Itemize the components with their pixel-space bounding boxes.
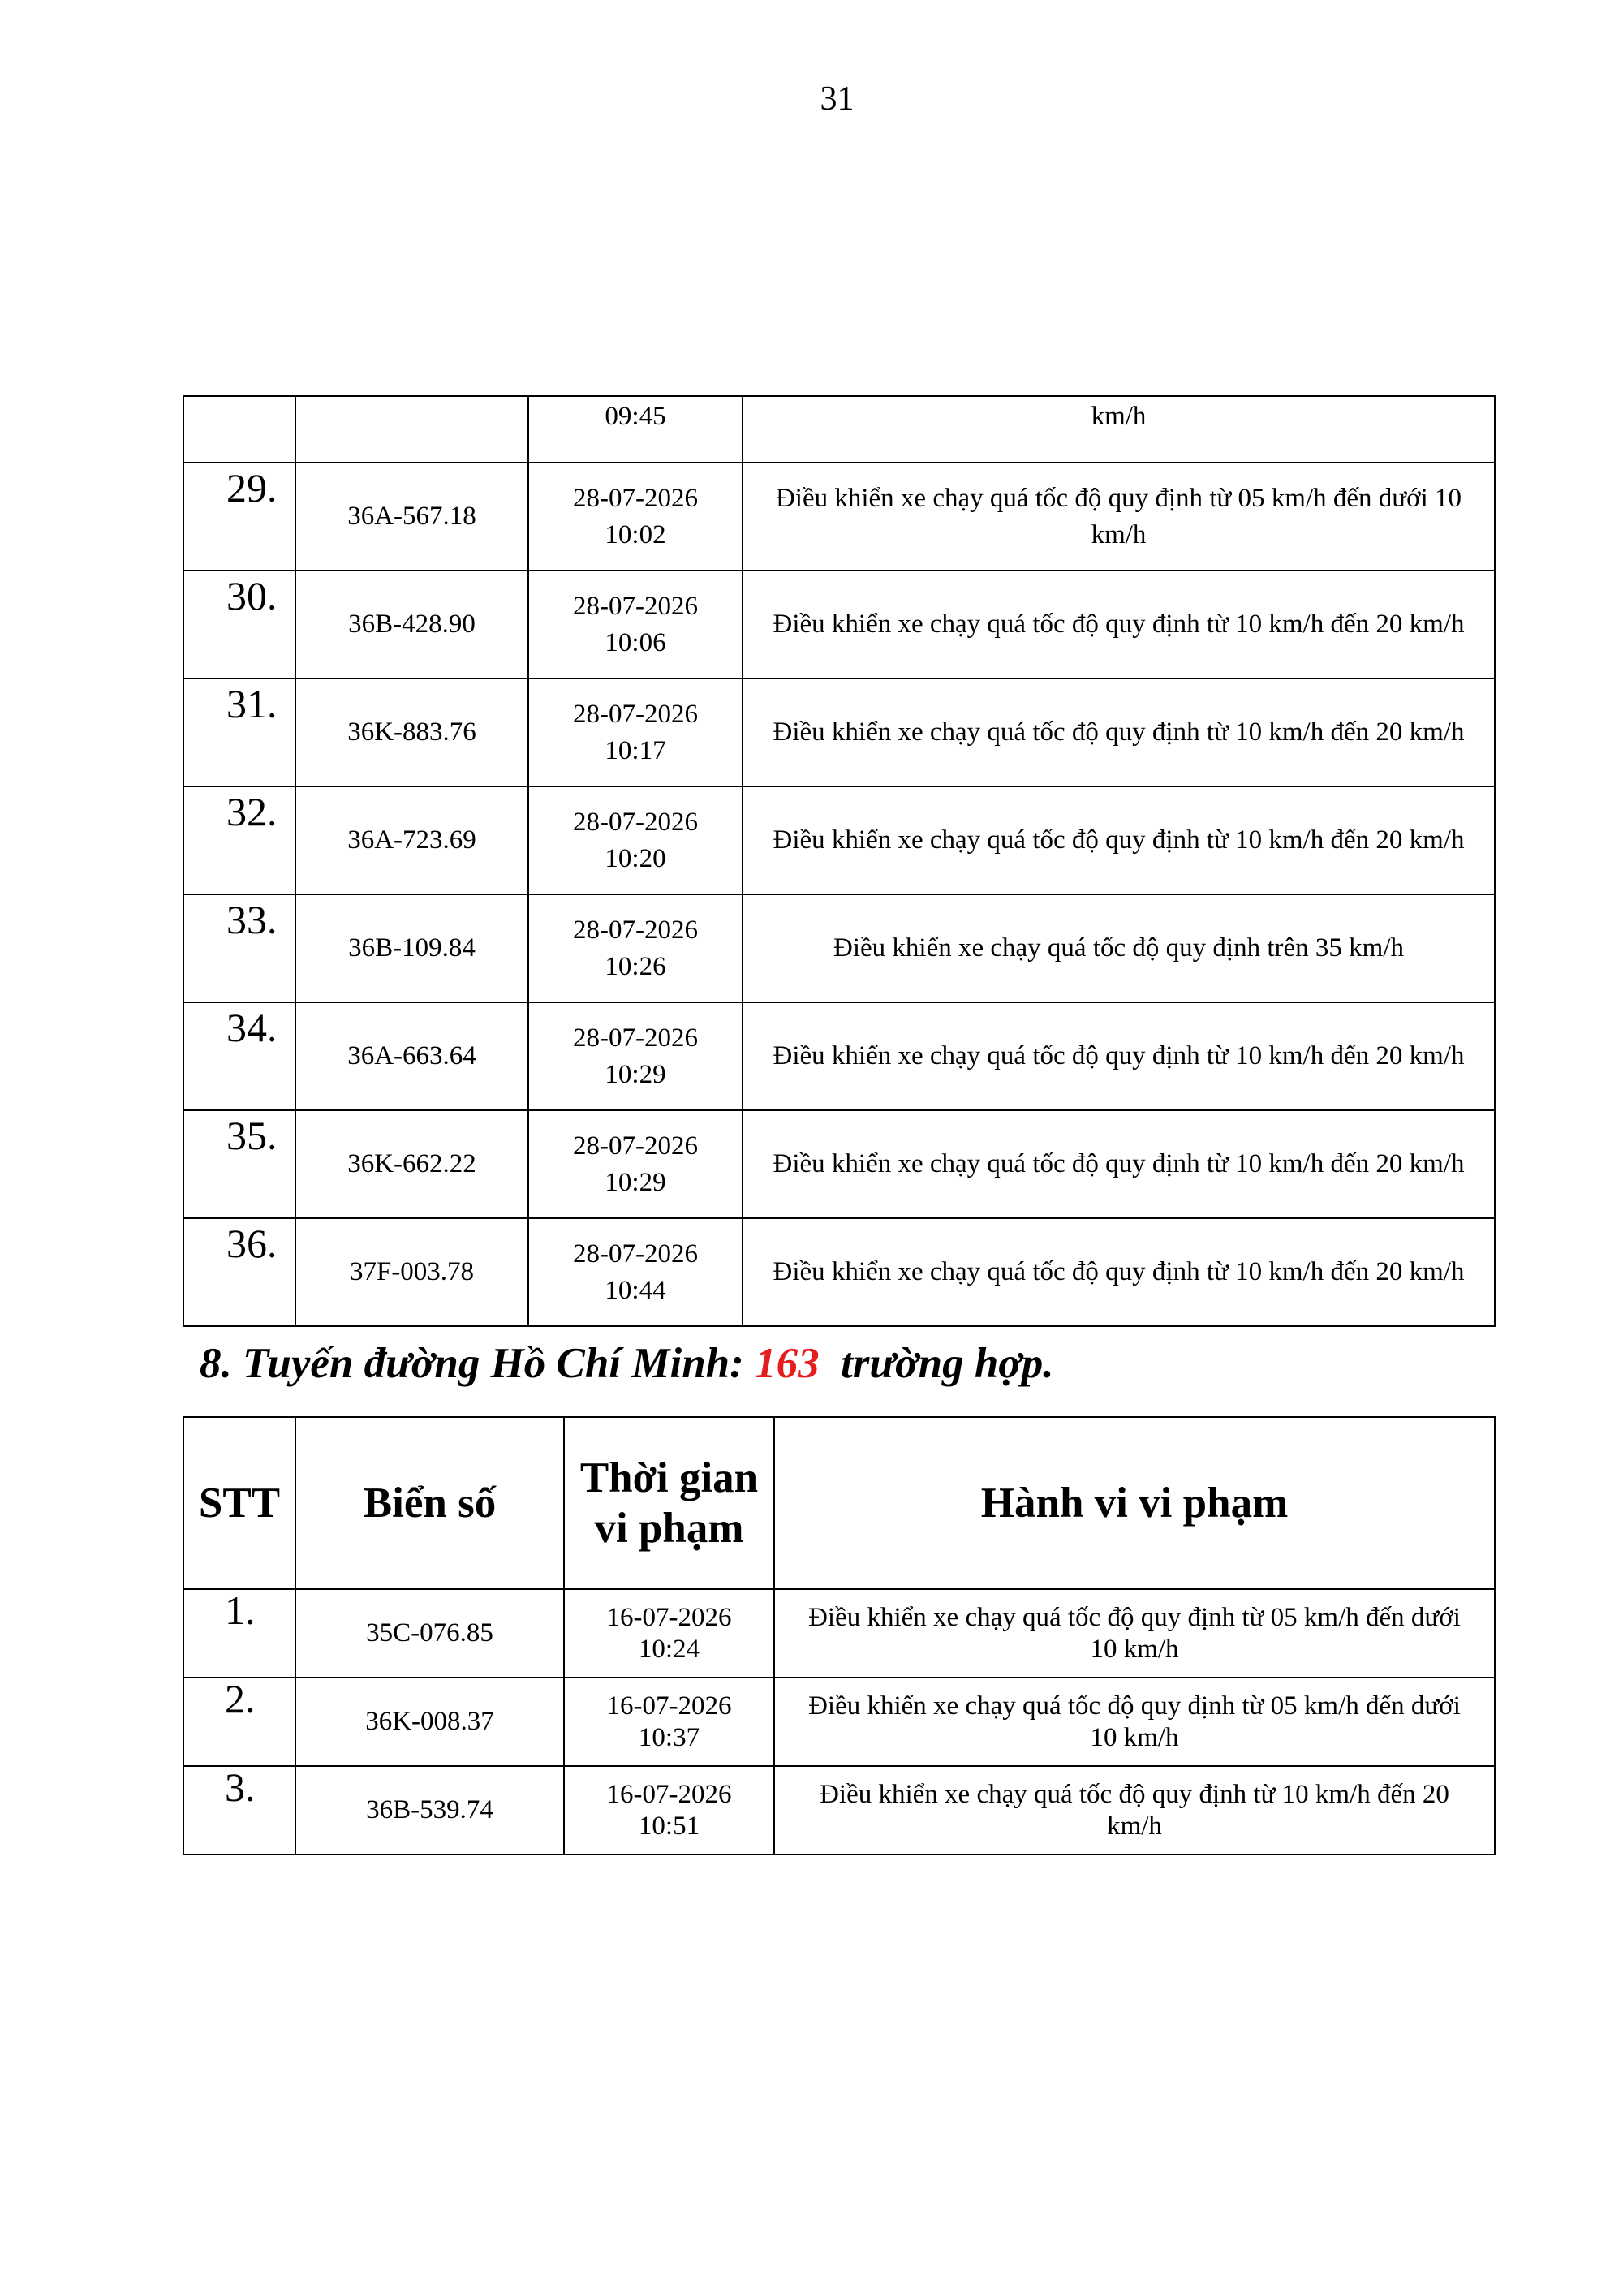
table-row <box>183 786 1495 894</box>
stt-cell: 3. <box>183 1766 295 1854</box>
table-row <box>183 894 1495 1002</box>
table-row <box>183 1002 1495 1110</box>
action-cell: Điều khiển xe chạy quá tốc độ quy định từ 10 km/h đến 20 km/h <box>743 571 1495 678</box>
action-cell: Điều khiển xe chạy quá tốc độ quy định từ 10 km/h đến 20 km/h <box>743 786 1495 894</box>
date-text: 28-07-2026 <box>573 591 698 621</box>
date-text: 28-07-2026 <box>573 699 698 729</box>
plate-cell: 36K-883.76 <box>295 678 528 786</box>
time-text: 10:29 <box>605 1167 666 1197</box>
plate-cell: 36A-723.69 <box>295 786 528 894</box>
date-text: 16-07-2026 <box>606 1602 732 1632</box>
plate-cell: 36K-008.37 <box>295 1678 564 1766</box>
datetime-cell <box>564 1766 774 1854</box>
table-row-continuation <box>183 396 1495 463</box>
time-text: 10:44 <box>605 1275 666 1305</box>
plate-cell: 36A-567.18 <box>295 463 528 571</box>
action-cell: Điều khiển xe chạy quá tốc độ quy định từ 10 km/h đến 20 km/h <box>743 1218 1495 1326</box>
table-row <box>183 1218 1495 1326</box>
date-text: 16-07-2026 <box>606 1691 732 1721</box>
plate-cell: 36A-663.64 <box>295 1002 528 1110</box>
date-text: 28-07-2026 <box>573 483 698 513</box>
datetime-cell <box>528 894 743 1002</box>
table-header-row <box>183 1417 1495 1589</box>
stt-cell: 31. <box>183 678 295 786</box>
stt-cell: 29. <box>183 463 295 571</box>
plate-cell: 36B-539.74 <box>295 1766 564 1854</box>
action-cell: Điều khiển xe chạy quá tốc độ quy định từ 05 km/h đến dưới 10 km/h <box>774 1589 1495 1678</box>
time-text: 10:17 <box>605 735 666 765</box>
header-stt: STT <box>183 1417 295 1589</box>
plate-cell: 36B-109.84 <box>295 894 528 1002</box>
datetime-cell <box>528 1002 743 1110</box>
stt-cell <box>183 396 295 463</box>
violations-table-continued <box>183 395 1496 1327</box>
time-text: 10:51 <box>638 1811 700 1841</box>
action-cell: Điều khiển xe chạy quá tốc độ quy định từ 10 km/h đến 20 km/h <box>743 1110 1495 1218</box>
date-text: 28-07-2026 <box>573 807 698 837</box>
date-text: 28-07-2026 <box>573 1131 698 1161</box>
time-text: 10:02 <box>605 519 666 549</box>
datetime-cell <box>528 786 743 894</box>
table-row <box>183 678 1495 786</box>
stt-cell: 2. <box>183 1678 295 1766</box>
plate-cell <box>295 396 528 463</box>
plate-cell: 36K-662.22 <box>295 1110 528 1218</box>
section-heading <box>200 1339 1054 1388</box>
action-cell: Điều khiển xe chạy quá tốc độ quy định từ 05 km/h đến dưới 10 km/h <box>774 1678 1495 1766</box>
plate-cell: 37F-003.78 <box>295 1218 528 1326</box>
action-cell: Điều khiển xe chạy quá tốc độ quy định từ 10 km/h đến 20 km/h <box>743 678 1495 786</box>
violations-table-hcm <box>183 1416 1496 1855</box>
date-text: 16-07-2026 <box>606 1779 732 1809</box>
stt-cell: 34. <box>183 1002 295 1110</box>
plate-cell: 36B-428.90 <box>295 571 528 678</box>
stt-cell: 32. <box>183 786 295 894</box>
datetime-cell <box>528 1218 743 1326</box>
time-text: 10:37 <box>638 1722 700 1752</box>
header-plate: Biển số <box>295 1417 564 1589</box>
action-cell: Điều khiển xe chạy quá tốc độ quy định trên 35 km/h <box>743 894 1495 1002</box>
table-row <box>183 1589 1495 1678</box>
header-action: Hành vi vi phạm <box>774 1417 1495 1589</box>
time-text: 10:06 <box>605 627 666 657</box>
datetime-cell <box>528 571 743 678</box>
section-count: 163 <box>755 1340 820 1387</box>
table-row <box>183 571 1495 678</box>
date-text: 28-07-2026 <box>573 1023 698 1053</box>
table-row <box>183 1678 1495 1766</box>
datetime-cell <box>528 463 743 571</box>
action-cell: Điều khiển xe chạy quá tốc độ quy định từ 05 km/h đến dưới 10 km/h <box>743 463 1495 571</box>
date-text: 28-07-2026 <box>573 915 698 945</box>
header-time: Thời gian vi phạm <box>564 1417 774 1589</box>
table-row <box>183 1110 1495 1218</box>
stt-cell: 36. <box>183 1218 295 1326</box>
time-text: 10:24 <box>638 1634 700 1664</box>
datetime-cell <box>528 1110 743 1218</box>
datetime-cell <box>564 1589 774 1678</box>
action-cell: km/h <box>743 396 1495 463</box>
stt-cell: 35. <box>183 1110 295 1218</box>
stt-cell: 33. <box>183 894 295 1002</box>
table-row <box>183 463 1495 571</box>
datetime-cell <box>564 1678 774 1766</box>
date-text: 28-07-2026 <box>573 1238 698 1269</box>
page-number: 31 <box>820 80 855 118</box>
time-cell: 09:45 <box>528 396 743 463</box>
time-text: 10:20 <box>605 843 666 873</box>
section-heading-suffix: trường hợp. <box>819 1340 1054 1387</box>
stt-cell: 30. <box>183 571 295 678</box>
stt-cell: 1. <box>183 1589 295 1678</box>
datetime-cell <box>528 678 743 786</box>
plate-cell: 35C-076.85 <box>295 1589 564 1678</box>
section-heading-prefix: 8. Tuyến đường Hồ Chí Minh: <box>200 1340 756 1387</box>
time-text: 10:26 <box>605 951 666 981</box>
action-cell: Điều khiển xe chạy quá tốc độ quy định từ 10 km/h đến 20 km/h <box>743 1002 1495 1110</box>
action-cell: Điều khiển xe chạy quá tốc độ quy định từ 10 km/h đến 20 km/h <box>774 1766 1495 1854</box>
time-text: 10:29 <box>605 1059 666 1089</box>
table-row <box>183 1766 1495 1854</box>
